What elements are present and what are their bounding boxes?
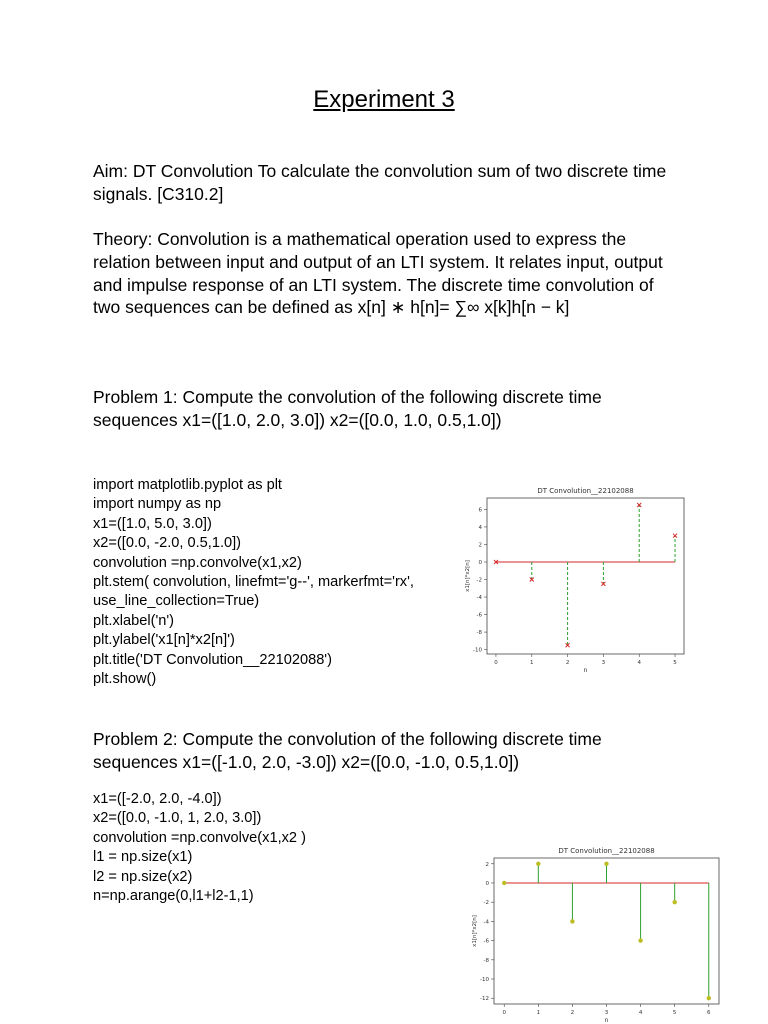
y-tick-label: -6 [483,938,489,945]
plot-frame [487,498,684,654]
chart-2 [462,842,740,1024]
x-tick-label: 6 [707,1010,711,1016]
y-tick-label: 4 [478,524,482,531]
y-tick-label: -2 [483,900,489,907]
code-line: x2=([0.0, -1.0, 1, 2.0, 3.0]) [93,810,262,827]
problem1-statement: Problem 1: Compute the convolution of the following discrete time sequences x1=([1.0, 2.0, 3.0]) x2=([0.0, 1.0, 0.5,1.0]) [93,387,602,430]
code-line: x2=([0.0, -2.0, 0.5,1.0]) [93,535,242,552]
chart-title: DT Convolution__22102088 [537,487,634,495]
y-axis-label: x1[n]*x2[n] [472,915,478,947]
code-line: x1=([1.0, 5.0, 3.0]) [93,515,212,532]
x-tick-label: 0 [502,1010,506,1016]
aim-paragraph: Aim: DT Convolution To calculate the convolution sum of two discrete time signals. [C310.2] [93,161,667,204]
y-tick-label: 0 [478,559,482,566]
code-line: x1=([-2.0, 2.0, -4.0]) [93,791,222,807]
x-tick-label: 4 [637,660,641,666]
y-tick-label: 0 [485,880,489,887]
page-title: Experiment 3 [313,86,455,113]
y-tick-label: -4 [483,919,489,926]
stem-marker [673,534,677,538]
x-axis-label: n [604,1017,609,1024]
stem-marker [707,996,711,1000]
y-tick-label: -4 [476,595,482,602]
code-line: plt.xlabel('n') [93,612,175,629]
y-tick-label: -6 [476,612,482,619]
code-line: convolution =np.convolve(x1,x2) [93,554,302,571]
theory-paragraph: Theory: Convolution is a mathematical operation used to express the relation between input and output of an LTI system. It relates input, output and impulse response of an LTI system. The discrete time convolution of two sequences can be defined as x[n] ∗ h[n]= ∑∞ x[k]h[n − k] [93,229,663,318]
x-tick-label: 3 [601,660,606,666]
stem-marker [672,900,676,904]
code-line: l2 = np.size(x2) [93,868,193,885]
x-tick-label: 1 [536,1010,541,1016]
y-tick-label: -8 [483,957,489,964]
stem-marker [604,862,608,866]
y-tick-label: -10 [480,977,489,984]
y-tick-label: -2 [476,577,482,584]
y-tick-label: -12 [480,996,489,1003]
code-line: n=np.arange(0,l1+l2-1,1) [93,888,254,905]
y-tick-label: -8 [476,630,482,637]
x-tick-label: 2 [565,660,570,666]
chart-1 [452,482,702,672]
code-line: plt.ylabel('x1[n]*x2[n]') [93,632,235,649]
y-axis-label: x1[n]*x2[n] [465,560,471,592]
code-line: plt.title('DT Convolution__22102088') [93,651,332,668]
problem2-code-block [93,790,306,906]
code-line: use_line_collection=True) [93,593,260,610]
code-line: import numpy as np [93,496,222,513]
code-line: plt.show() [93,671,157,688]
x-tick-label: 3 [604,1010,609,1016]
y-tick-label: 2 [485,861,489,868]
chart-title: DT Convolution__22102088 [558,847,655,855]
stem-marker [570,919,574,923]
code-line: convolution =np.convolve(x1,x2 ) [93,829,306,846]
problem1-code-block [93,476,414,689]
code-line: l1 = np.size(x1) [93,849,193,866]
stem-marker [638,938,642,942]
code-line: plt.stem( convolution, linefmt='g--', markerfmt='rx', [93,574,414,591]
x-tick-label: 4 [638,1010,643,1016]
y-tick-label: 6 [478,507,482,514]
stem-marker [502,881,506,885]
x-tick-label: 0 [494,660,498,666]
x-tick-label: 5 [672,1010,677,1016]
stem-marker [536,862,540,866]
y-tick-label: -10 [473,647,482,654]
code-line: import matplotlib.pyplot as plt [93,477,282,493]
x-tick-label: 2 [570,1010,575,1016]
x-tick-label: 5 [673,660,677,666]
problem2-statement: Problem 2: Compute the convolution of the following discrete time sequences x1=([-1.0, 2.0, -3.0]) x2=([0.0, -1.0, 0.5,1.0]) [93,729,602,772]
x-tick-label: 1 [530,660,534,666]
x-axis-label: n [583,667,588,672]
y-tick-label: 2 [478,542,482,549]
